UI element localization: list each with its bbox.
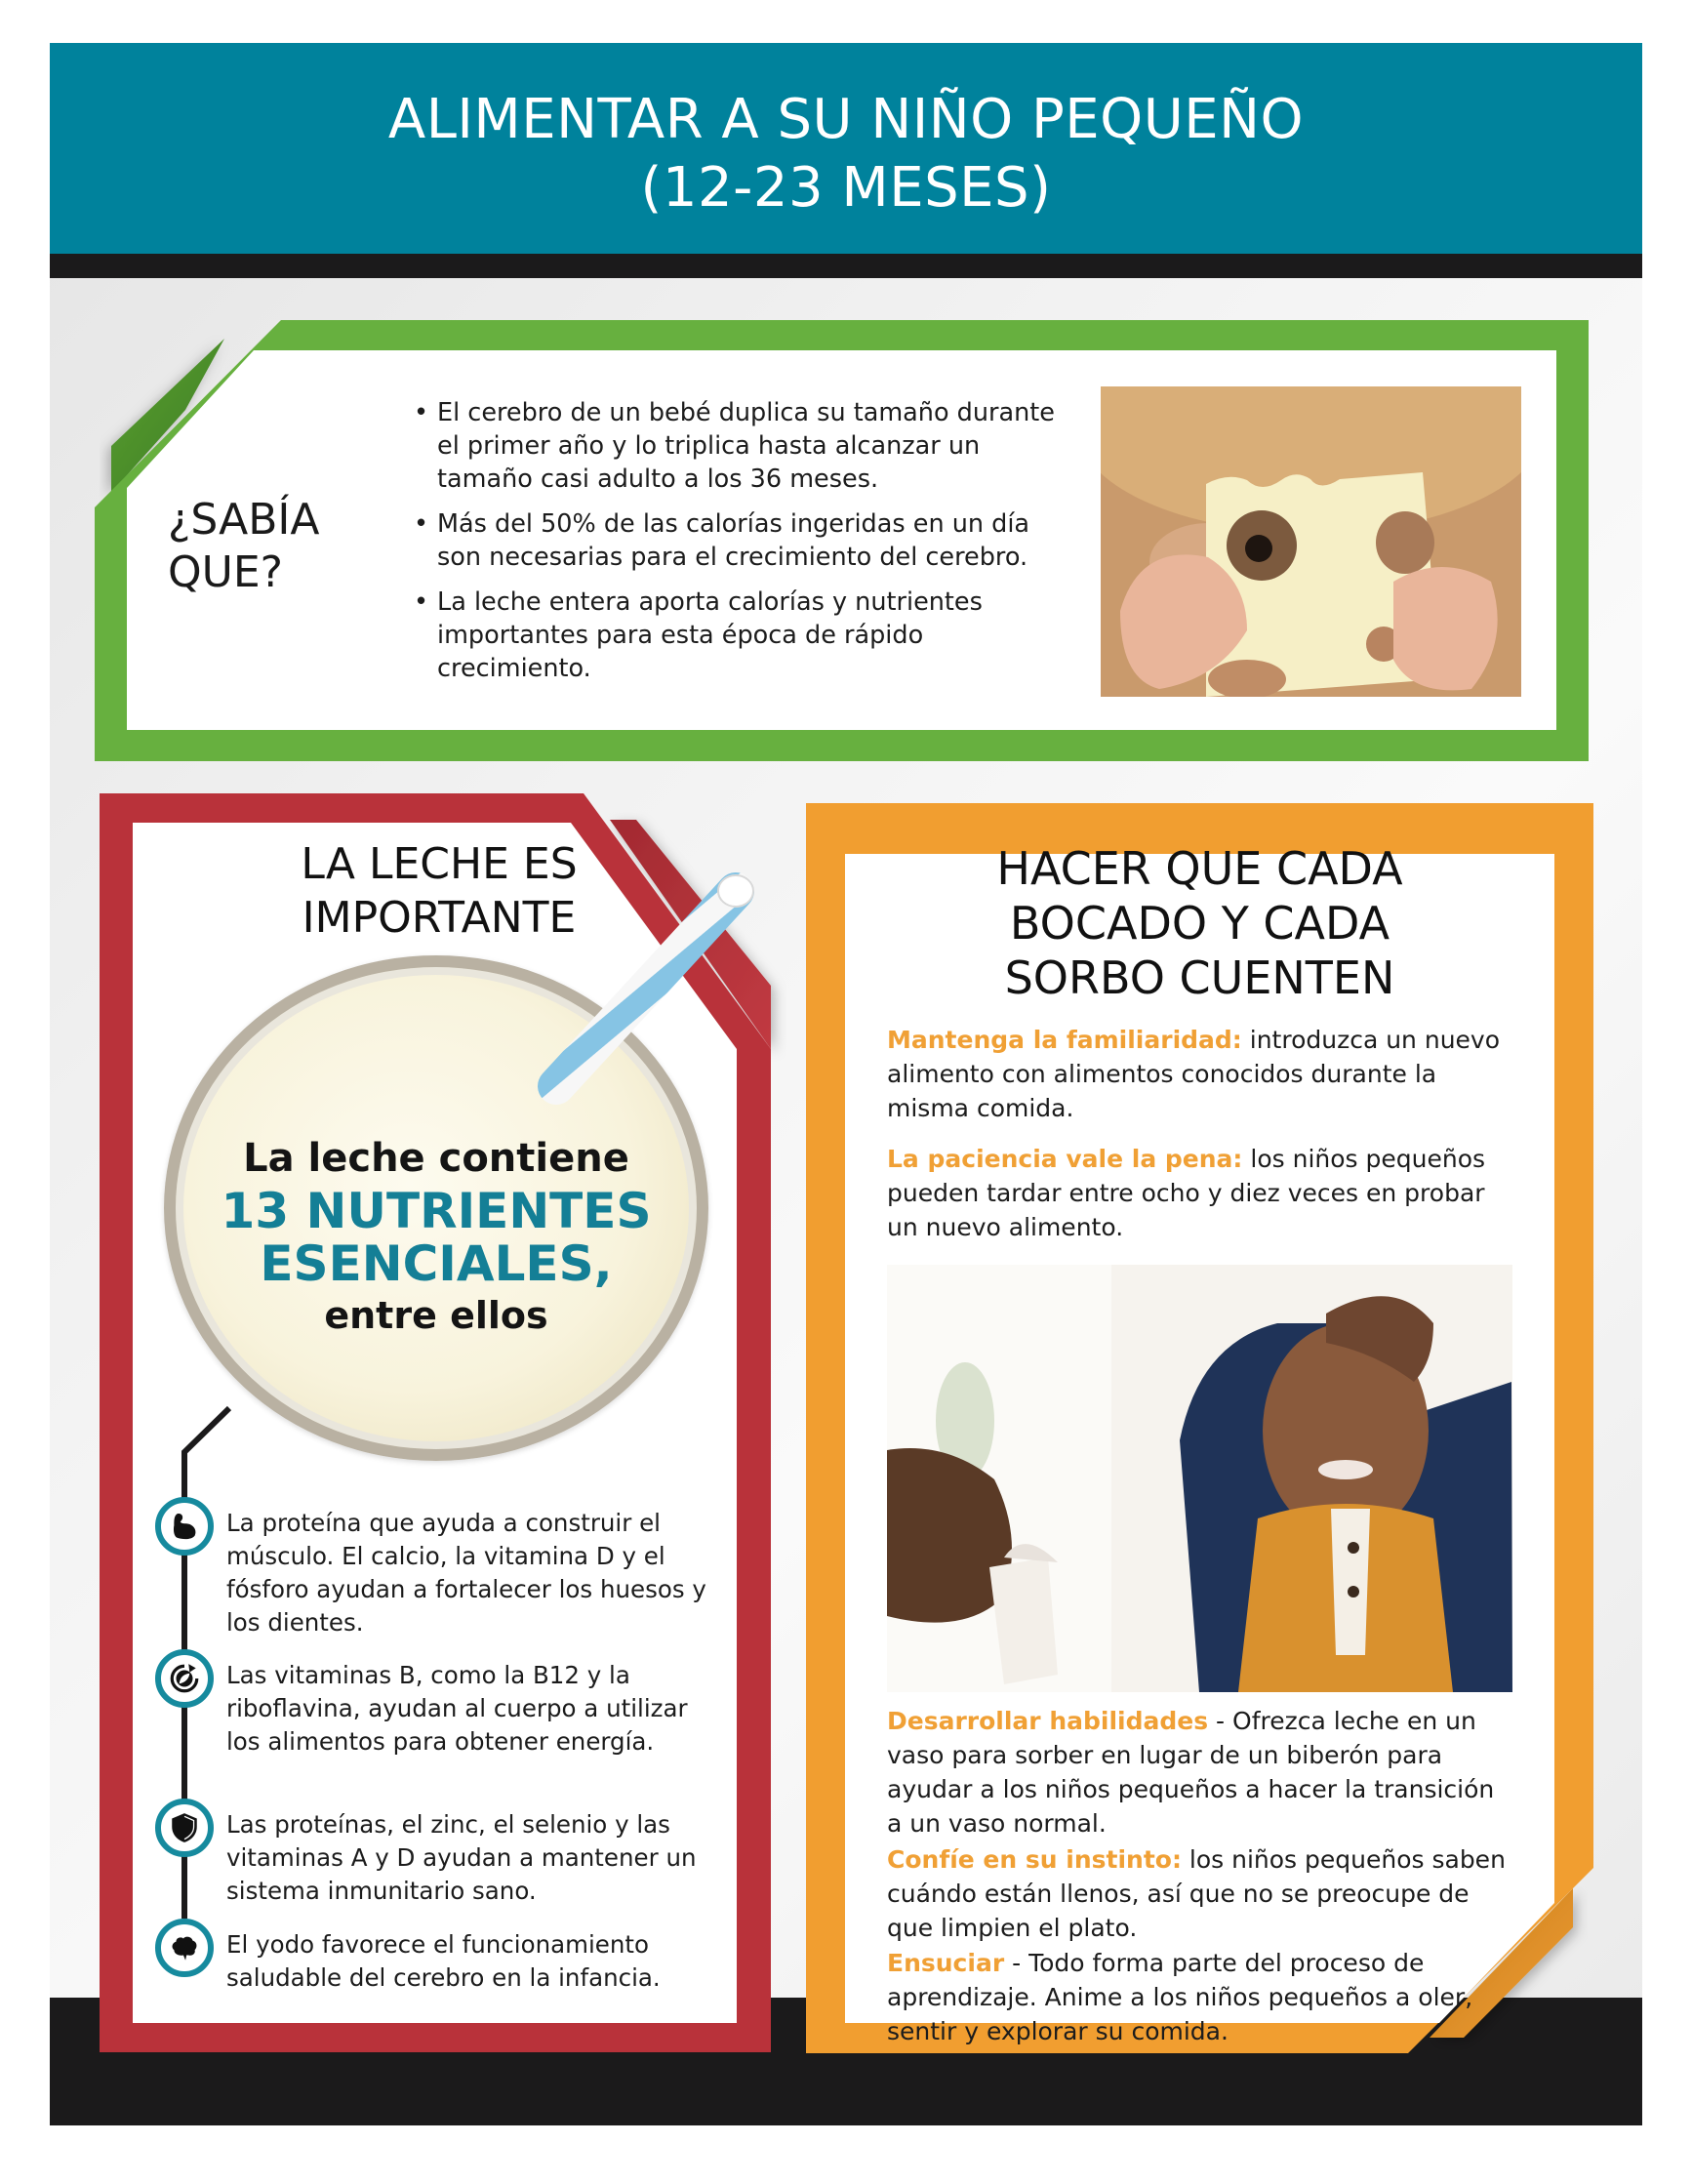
toddler-illustration bbox=[887, 1265, 1512, 1692]
tip-trust-instinct: Confíe en su instinto: los niños pequeños saben cuándo están llenos, así que no se preocupe de que limpien el plato. bbox=[887, 1845, 1506, 1942]
nutrient-item: La proteína que ayuda a construir el músculo. El calcio, la vitamina D y el fósforo ayudan a fortalecer los huesos y los dientes. bbox=[226, 1509, 706, 1637]
toddler-eating-yogurt-photo bbox=[887, 1265, 1512, 1692]
tip-patience: La paciencia vale la pena: los niños pequeños pueden tardar entre ocho y diez veces en probar un nuevo alimento. bbox=[887, 1145, 1486, 1241]
did-you-know-heading: ¿SABÍA QUE? bbox=[168, 495, 320, 597]
tip-develop-skills: Desarrollar habilidades - Ofrezca leche en un vaso para sorber en lugar de un biberón para ayudar a los niños pequeños a hacer la transición a un vaso normal. bbox=[887, 1707, 1495, 1838]
milk-nutrient-claim: La leche contiene 13 NUTRIENTES ESENCIALES, entre ellos bbox=[221, 1136, 652, 1337]
bites-section-heading: HACER QUE CADA BOCADO Y CADA SORBO CUENTEN bbox=[996, 842, 1403, 1004]
nutrient-item: Las vitaminas B, como la B12 y la riboflavina, ayudan al cuerpo a utilizar los alimentos para obtener energía. bbox=[226, 1661, 688, 1756]
page-title-line1: ALIMENTAR A SU NIÑO PEQUEÑO bbox=[387, 88, 1305, 151]
page-title-line2: (12-23 MESES) bbox=[640, 156, 1052, 220]
tip-get-messy: Ensuciar - Todo forma parte del proceso de aprendizaje. Anime a los niños pequeños a oler, sentir y explorar su comida. bbox=[887, 1949, 1473, 2045]
tip-familiarity: Mantenga la familiaridad: introduzca un nuevo alimento con alimentos conocidos durante la misma comida. bbox=[887, 1026, 1501, 1122]
milk-section-heading: LA LECHE ES IMPORTANTE bbox=[301, 839, 578, 943]
nutrient-item: El yodo favorece el funcionamiento saludable del cerebro en la infancia. bbox=[226, 1930, 661, 1992]
list-item: • La leche entera aporta calorías y nutrientes importantes para esta época de rápido crecimiento. bbox=[410, 586, 1073, 685]
list-item: • Más del 50% de las calorías ingeridas en un día son necesarias para el crecimiento del cerebro. bbox=[410, 507, 1073, 574]
nutrient-item: Las proteínas, el zinc, el selenio y las vitaminas A y D ayudan a mantener un sistema inmunitario sano. bbox=[226, 1810, 697, 1905]
list-item: • El cerebro de un bebé duplica su tamaño durante el primer año y lo triplica hasta alcanzar un tamaño casi adulto a los 36 meses. bbox=[410, 396, 1073, 496]
